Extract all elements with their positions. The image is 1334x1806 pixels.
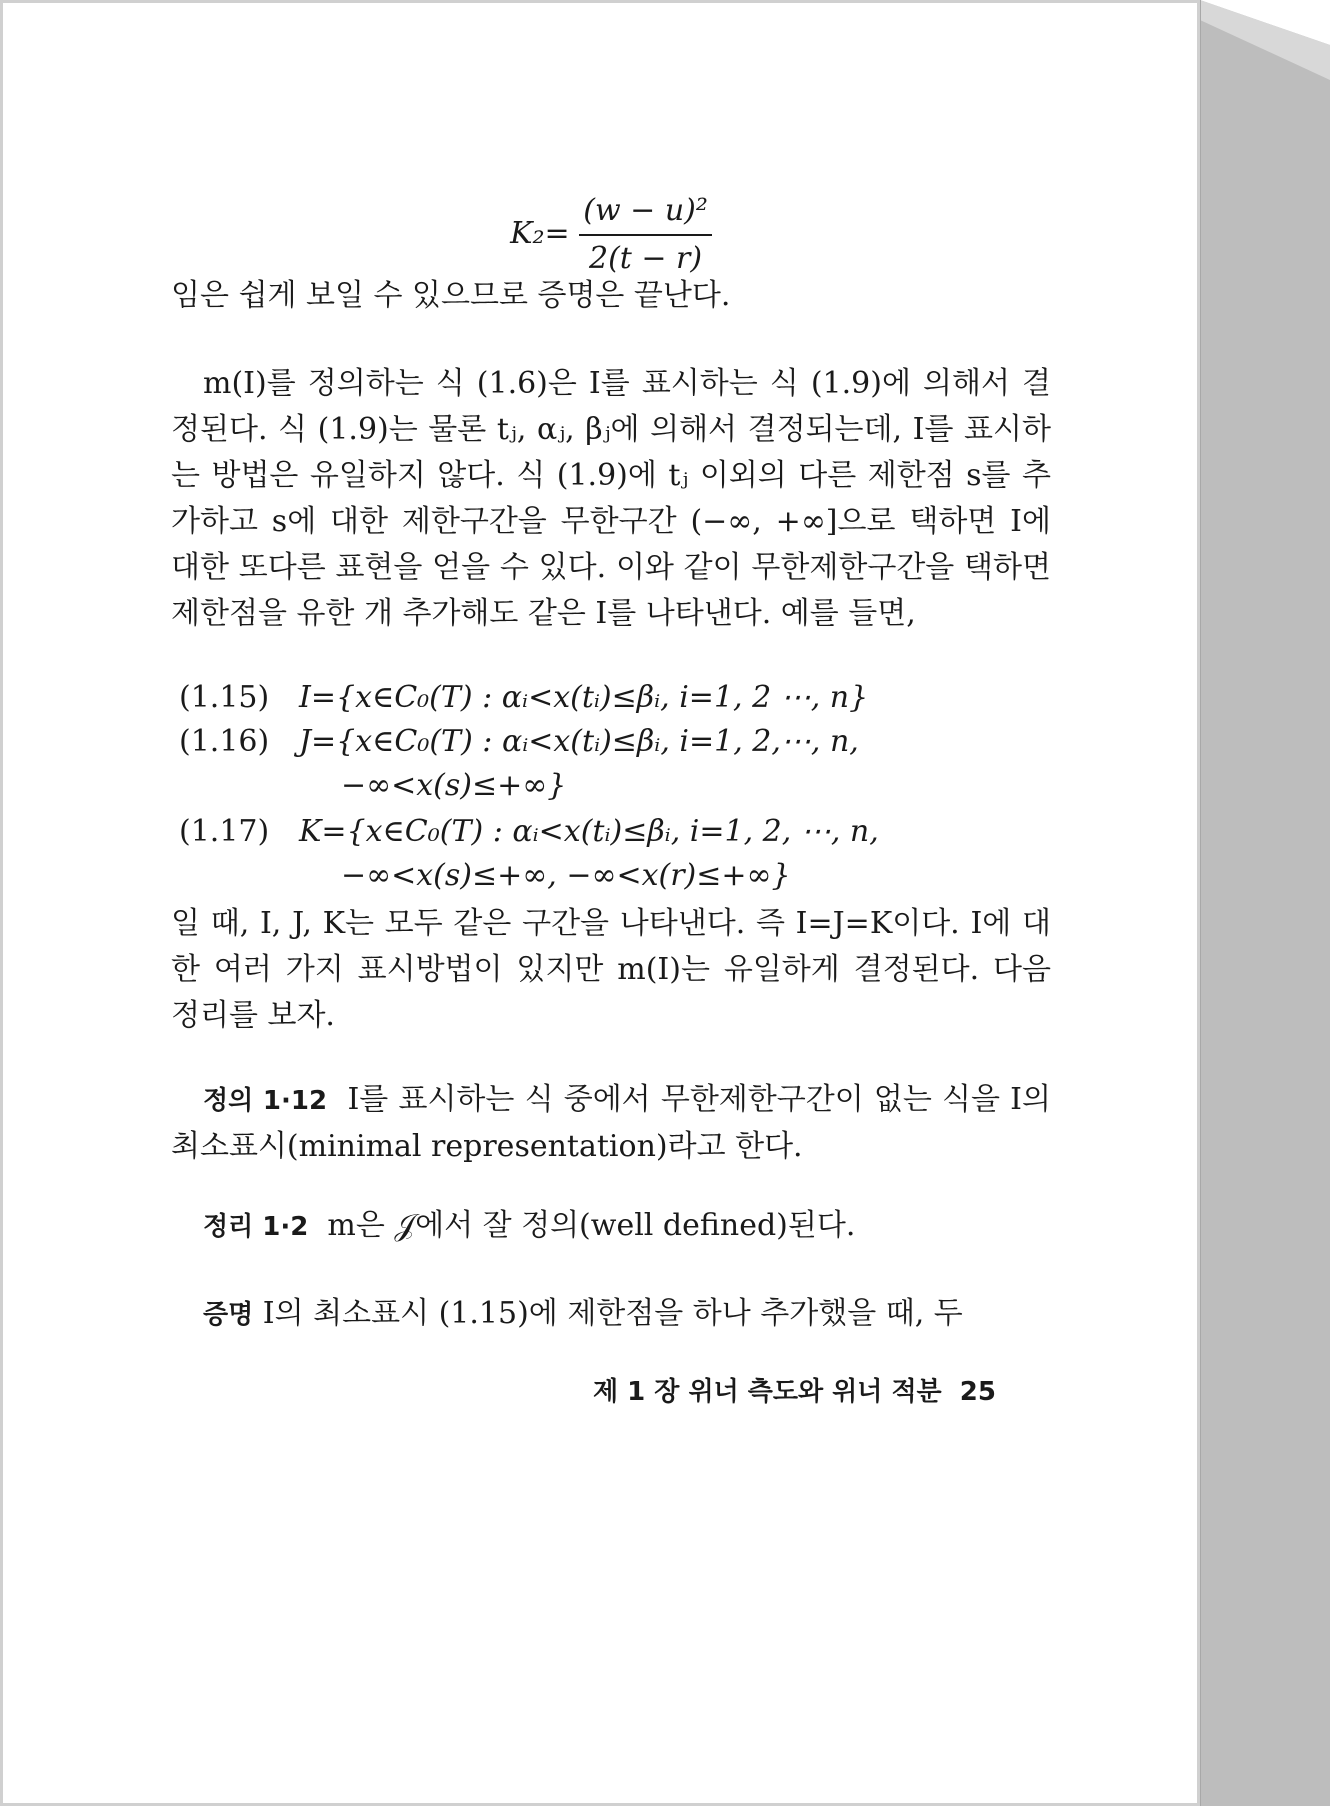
page-number: 25: [959, 1377, 996, 1407]
definition-text: I를 표시하는 식 중에서 무한제한구간이 없는 식을 I의 최소표시(minimal representation)라고 한다.: [171, 1082, 1051, 1164]
book-spine: [1200, 0, 1330, 1806]
equation-1-17-cont: [341, 853, 791, 899]
equation-body: −∞<x(s)≤+∞}: [341, 768, 567, 803]
paragraph-equivalence: 일 때, I, J, K는 모두 같은 구간을 나타낸다. 즉 I=J=K이다. I에 대한 여러 가지 표시방법이 있지만 m(I)는 유일하게 결정된다. 다음 정리를 보자.: [171, 906, 1051, 1033]
footer-chapter: 제 1 장 위너 측도와 위너 적분: [593, 1377, 942, 1407]
equation-body: −∞<x(s)≤+∞, −∞<x(r)≤+∞}: [341, 858, 791, 893]
equation-number: (1.16): [179, 724, 270, 759]
equation-number: (1.15): [179, 680, 270, 715]
equation-1-15: [179, 675, 868, 721]
theorem-label: 정리 1·2: [203, 1212, 309, 1242]
theorem-text: m은 𝒥에서 잘 정의(well defined)된다.: [327, 1208, 856, 1243]
proof-text: I의 최소표시 (1.15)에 제한점을 하나 추가했을 때, 두: [262, 1296, 963, 1331]
proof-start: [171, 1291, 1051, 1338]
paragraph-measure-definition: m(I)를 정의하는 식 (1.6)은 I를 표시하는 식 (1.9)에 의해서 결정된다. 식 (1.9)는 물론 tⱼ, αⱼ, βⱼ에 의해서 결정되는데, I를 표시하는 방법은 유일하지 않다. 식 (1.9)에 tⱼ 이외의 다른 제한점 s를 추가하고 s에 대한 제한구간을 무한구간 (−∞, +∞]으로 택하면 I에 대한 또다른 표현을 얻을 수 있다. 이와 같이 무한제한구간을 택하면 제한점을 유한 개 추가해도 같은 I를 나타낸다. 예를 들면,: [171, 366, 1051, 631]
definition-1-12: [171, 1077, 1051, 1170]
equation-k2-fraction: [579, 188, 712, 282]
equation-1-16-cont: [341, 763, 566, 809]
equation-1-16: [179, 719, 859, 765]
equation-k2-lhs: K₂=: [510, 216, 570, 251]
equation-body: J={x∈C₀(T) : αᵢ<x(tᵢ)≤βᵢ, i=1, 2,⋯, n,: [299, 724, 859, 759]
paragraph-conclusion: 임은 쉽게 보일 수 있으므로 증명은 끝난다.: [171, 278, 731, 313]
proof-label: 증명: [203, 1300, 254, 1330]
equation-number: (1.17): [179, 814, 270, 849]
page-footer: [593, 1371, 996, 1408]
equation-body: K={x∈C₀(T) : αᵢ<x(tᵢ)≤βᵢ, i=1, 2, ⋯, n,: [299, 814, 879, 849]
equation-body: I={x∈C₀(T) : αᵢ<x(tᵢ)≤βᵢ, i=1, 2 ⋯, n}: [299, 680, 869, 715]
equation-k2-numerator: (w − u)²: [579, 188, 712, 236]
theorem-1-2: [171, 1203, 1051, 1250]
definition-label: 정의 1·12: [203, 1086, 328, 1116]
equation-k2-denominator: 2(t − r): [589, 241, 703, 276]
equation-k2: [171, 188, 1051, 282]
equation-1-17: [179, 809, 879, 855]
